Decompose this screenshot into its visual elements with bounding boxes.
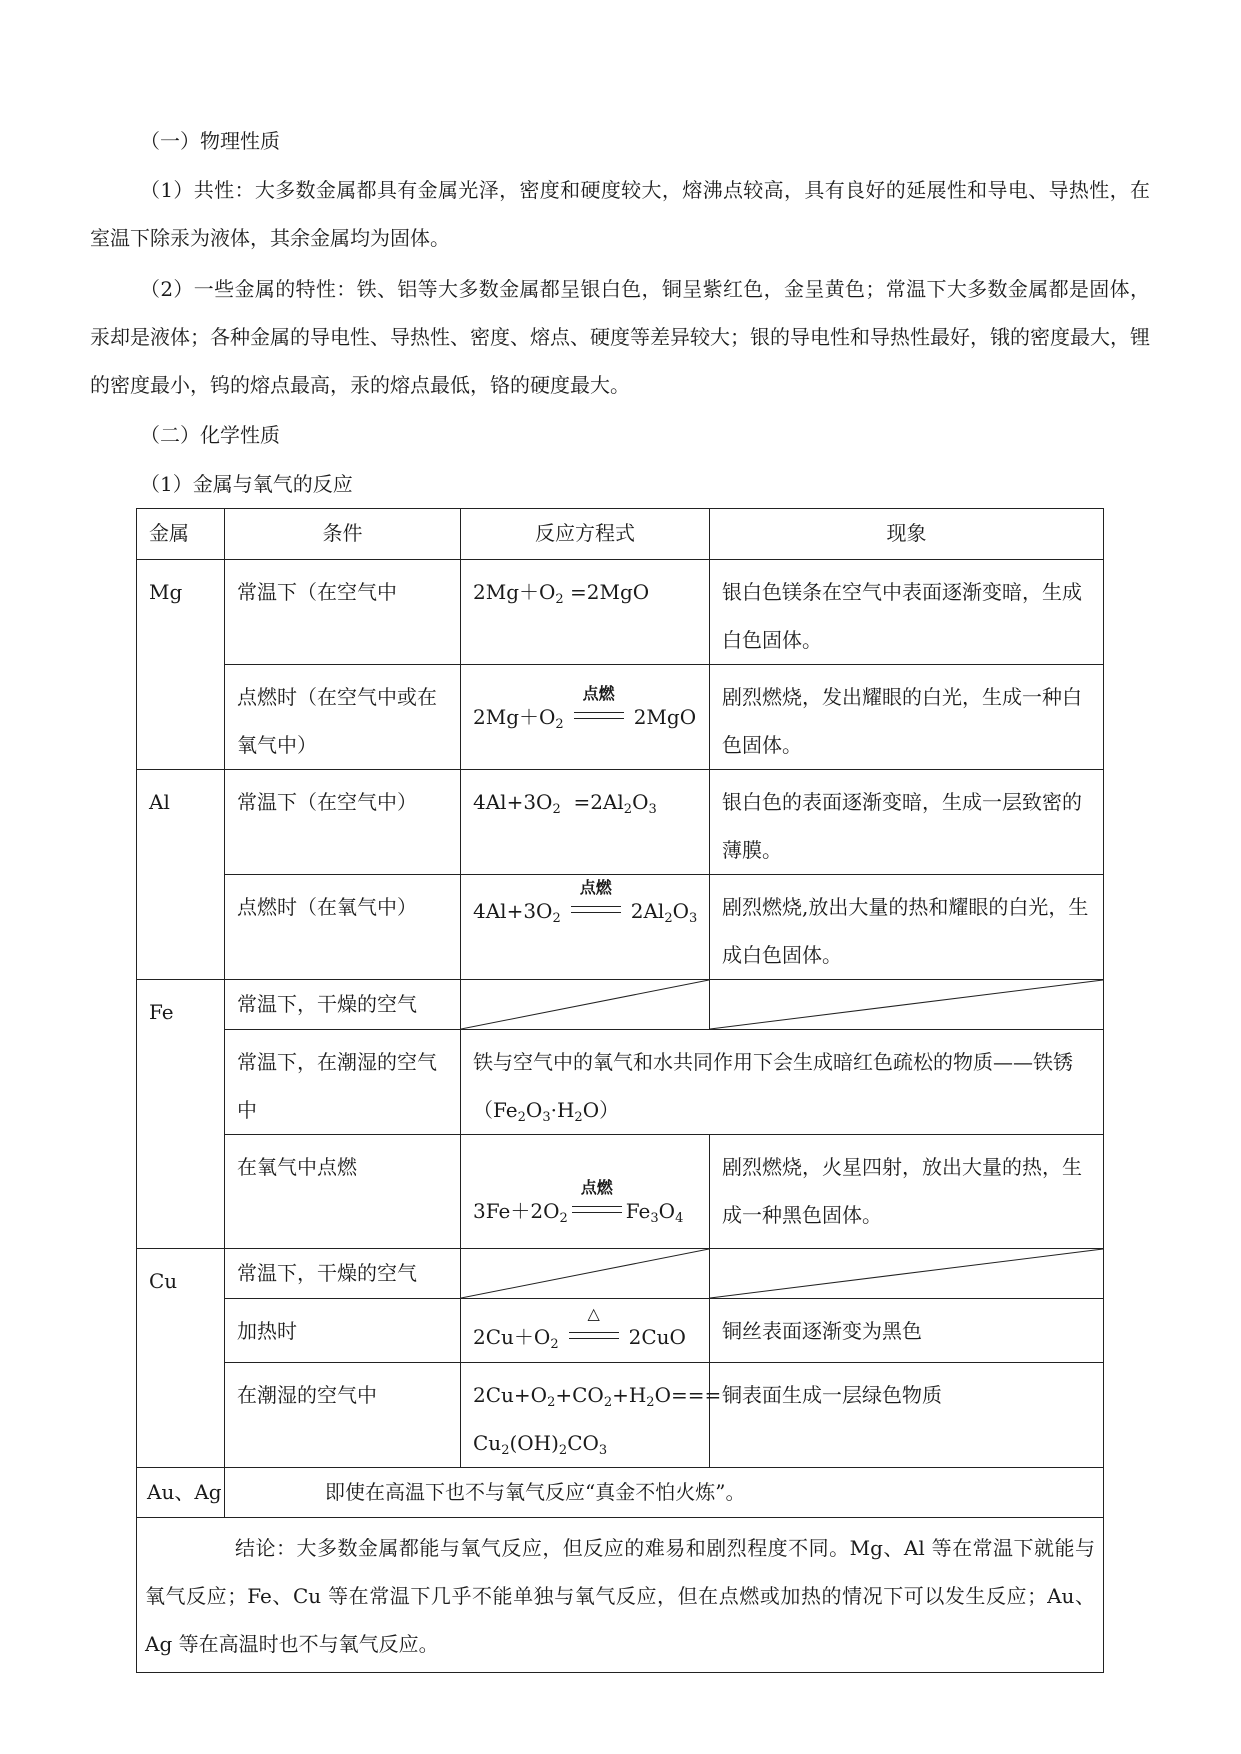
- condition-cell: 加热时: [225, 1299, 461, 1363]
- metal-cell-fe: Fe: [137, 980, 225, 1249]
- metal-cell-mg: Mg: [137, 560, 225, 770]
- table-row: [137, 980, 1104, 1030]
- condition-cell: 常温下（在空气中: [225, 560, 461, 665]
- equation-cell: [461, 665, 710, 770]
- header-phenomenon: 现象: [710, 509, 1104, 560]
- header-equation: 反应方程式: [461, 509, 710, 560]
- phenomenon-cell: 银白色的表面逐渐变暗，生成一层致密的薄膜。: [710, 770, 1104, 875]
- table-row: [137, 1363, 1104, 1468]
- equation: $2Mg+O_2$ 点燃 2MgO: [473, 684, 697, 732]
- equation-cell: [461, 770, 710, 875]
- chemical-properties-heading: （二）化学性质: [140, 423, 280, 447]
- table-row: [137, 1135, 1104, 1249]
- metal-cell-cu: Cu: [137, 1249, 225, 1468]
- table-row: [137, 875, 1104, 980]
- condition-cell: 常温下（在空气中）: [225, 770, 461, 875]
- table-row: [137, 1468, 1104, 1518]
- conclusion-cell: 结论：大多数金属都能与氧气反应，但反应的难易和剧烈程度不同。Mg、Al 等在常温下就能与氧气反应；Fe、Cu 等在常温下几乎不能单独与氧气反应，但在点燃或加热的情况下可以发生反应；Au、Ag 等在高温时也不与氧气反应。: [137, 1518, 1104, 1673]
- equation-cell: [461, 560, 710, 665]
- table-row: [137, 560, 1104, 665]
- condition-cell: 在潮湿的空气中: [225, 1363, 461, 1468]
- empty-diagonal-cell: [710, 980, 1104, 1030]
- diagonal-line: [461, 1249, 709, 1298]
- empty-diagonal-cell: [461, 980, 710, 1030]
- phenomenon-cell: 银白色镁条在空气中表面逐渐变暗，生成白色固体。: [710, 560, 1104, 665]
- header-condition: 条件: [225, 509, 461, 560]
- diagonal-line: [710, 1249, 1103, 1298]
- table-row: [137, 1299, 1104, 1363]
- metal-cell-al: Al: [137, 770, 225, 980]
- equation: $2Cu+O_2+CO_2+H_2O===$ $Cu_2(OH)_2CO_3$: [473, 1383, 722, 1458]
- condition-cell: 点燃时（在空气中或在氧气中）: [225, 665, 461, 770]
- reaction-condition-arrow: 点燃: [570, 1188, 624, 1222]
- equation: $2Cu+O_2$ △ 2CuO: [473, 1304, 686, 1352]
- reaction-condition-arrow: 点燃: [569, 888, 623, 922]
- paragraph-common-properties: （1）共性：大多数金属都具有金属光泽，密度和硬度较大，熔沸点较高，具有良好的延展性和导电、导热性，在室温下除汞为液体，其余金属均为固体。: [90, 178, 1150, 250]
- table-row: [137, 1030, 1104, 1135]
- phenomenon-cell: 铜表面生成一层绿色物质: [710, 1363, 1104, 1468]
- equation: $4Al+3O_2$ 点燃 $2Al_2O_3$: [473, 878, 698, 926]
- diagonal-line: [461, 980, 709, 1029]
- table-header-row: [137, 509, 1104, 560]
- table-row: [137, 1249, 1104, 1299]
- diagonal-line: [710, 980, 1103, 1029]
- phenomenon-cell: 铜丝表面逐渐变为黑色: [710, 1299, 1104, 1363]
- empty-diagonal-cell: [461, 1249, 710, 1299]
- header-metal: 金属: [137, 509, 225, 560]
- condition-cell: 常温下，干燥的空气: [225, 980, 461, 1030]
- reaction-condition-arrow: △: [567, 1314, 621, 1348]
- physical-properties-heading: （一）物理性质: [140, 129, 280, 153]
- condition-cell: 在氧气中点燃: [225, 1135, 461, 1249]
- equation-cell: [461, 1363, 722, 1468]
- equation-cell: [461, 875, 710, 980]
- merged-description-cell: 铁与空气中的氧气和水共同作用下会生成暗红色疏松的物质——铁锈$(Fe_2O_3\cdot H_2O)$: [461, 1030, 1104, 1135]
- equation: $2Mg+O_2 =2MgO$: [473, 580, 650, 607]
- auag-description-cell: 即使在高温下也不与氧气反应“真金不怕火炼”。: [225, 1468, 1104, 1518]
- metal-cell-auag: Au、Ag: [137, 1468, 225, 1518]
- condition-cell: 点燃时（在氧气中）: [225, 875, 461, 980]
- table-row: [137, 665, 1104, 770]
- subheading-oxygen-reaction: （1）金属与氧气的反应: [140, 472, 353, 496]
- phenomenon-cell: 剧烈燃烧,放出大量的热和耀眼的白光，生成白色固体。: [710, 875, 1104, 980]
- reaction-condition-arrow: 点燃: [572, 694, 626, 728]
- phenomenon-cell: 剧烈燃烧，发出耀眼的白光，生成一种白色固体。: [710, 665, 1104, 770]
- empty-diagonal-cell: [710, 1249, 1104, 1299]
- equation: $3Fe+2O_2$ 点燃 $Fe_3O_4$: [473, 1178, 684, 1226]
- equation-cell: [461, 1135, 710, 1249]
- condition-cell: 常温下，在潮湿的空气中: [225, 1030, 461, 1135]
- phenomenon-cell: 剧烈燃烧，火星四射，放出大量的热，生成一种黑色固体。: [710, 1135, 1104, 1249]
- equation-cell: [461, 1299, 710, 1363]
- equation: $4Al+3O_2 =2Al_2O_3$: [473, 790, 657, 817]
- paragraph-special-properties: （2）一些金属的特性：铁、铝等大多数金属都呈银白色，铜呈紫红色，金呈黄色；常温下大多数金属都是固体，汞却是液体；各种金属的导电性、导热性、密度、熔点、硬度等差异较大；银的导电性和导热性最好，锇的密度最大，锂的密度最小，钨的熔点最高，汞的熔点最低，铬的硬度最大。: [90, 277, 1150, 397]
- metal-oxygen-reaction-table: [136, 508, 1104, 1673]
- table-row: [137, 770, 1104, 875]
- condition-cell: 常温下，干燥的空气: [225, 1249, 461, 1299]
- table-row: [137, 1518, 1104, 1673]
